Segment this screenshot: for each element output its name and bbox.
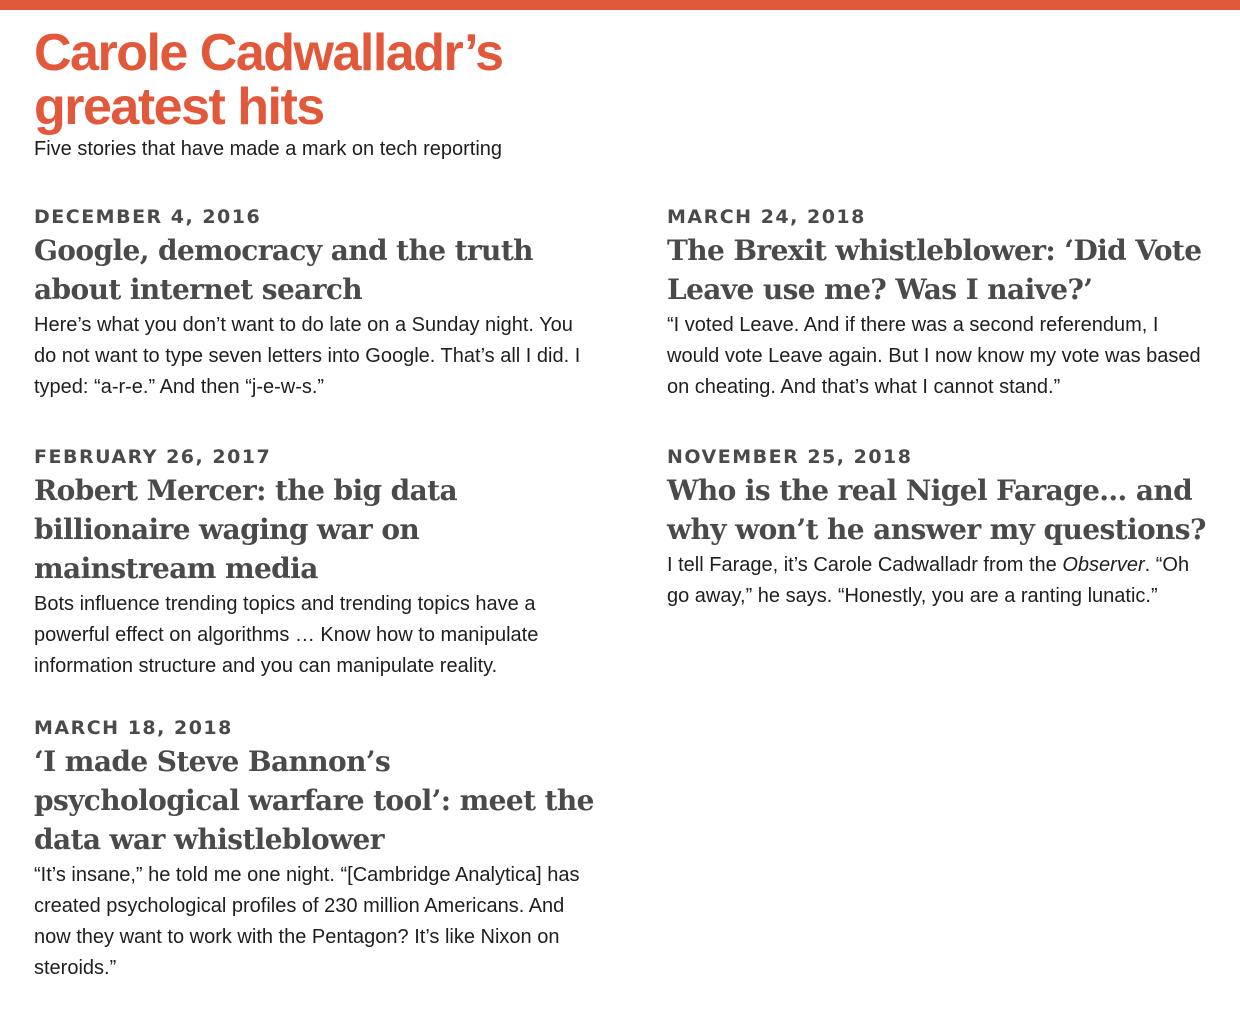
story-steve-bannon <box>34 716 594 984</box>
story-title: ‘I made Steve Bannon’s psychological warfare tool’: meet the data war whistleblower <box>34 745 594 856</box>
story-date: MARCH 18, 2018 <box>34 717 233 739</box>
story-date: DECEMBER 4, 2016 <box>34 206 262 228</box>
story-title: Who is the real Nigel Farage… and why won’t he answer my questions? <box>667 474 1206 546</box>
story-excerpt: Bots influence trending topics and trending topics have a powerful effect on algorithms … Know how to manipulate information structure and you can manipulate reality. <box>34 593 539 677</box>
story-nigel-farage <box>667 445 1207 612</box>
top-accent-rule <box>0 0 1240 10</box>
story-robert-mercer <box>34 445 594 682</box>
story-brexit-whistleblower <box>667 205 1207 403</box>
story-date: NOVEMBER 25, 2018 <box>667 446 913 468</box>
story-excerpt-part-1: I tell Farage, it’s Carole Cadwalladr from the <box>667 554 1063 576</box>
story-date: FEBRUARY 26, 2017 <box>34 446 272 468</box>
page-title-line-1: Carole Cadwalladr’s <box>34 24 503 82</box>
story-title: Robert Mercer: the big data billionaire waging war on mainstream media <box>34 474 458 585</box>
story-date: MARCH 24, 2018 <box>667 206 866 228</box>
story-title: Google, democracy and the truth about internet search <box>34 234 533 306</box>
story-excerpt: Here’s what you don’t want to do late on a Sunday night. You do not want to type seven letters into Google. That’s all I did. I typed: “a-r-e.” And then “j-e-w-s.” <box>34 314 581 398</box>
page-subtitle: Five stories that have made a mark on tech reporting <box>34 138 503 160</box>
page-title-line-2: greatest hits <box>34 78 324 136</box>
story-excerpt <box>667 550 1207 612</box>
story-title: The Brexit whistleblower: ‘Did Vote Leave use me? Was I naive?’ <box>667 234 1202 306</box>
header <box>34 26 734 162</box>
story-excerpt-part-2: . “Oh go away,” he says. “Honestly, you are a ranting lunatic.” <box>667 554 1190 607</box>
story-google-democracy <box>34 205 594 403</box>
page-title <box>34 26 734 134</box>
story-excerpt: “It’s insane,” he told me one night. “[Cambridge Analytica] has created psychological profiles of 230 million Americans. And now they want to work with the Pentagon? It’s like Nixon on steroids.” <box>34 864 580 979</box>
publication-name: Observer <box>1062 554 1145 576</box>
story-excerpt: “I voted Leave. And if there was a second referendum, I would vote Leave again. But I now know my vote was based on cheating. And that’s what I cannot stand.” <box>667 314 1201 398</box>
